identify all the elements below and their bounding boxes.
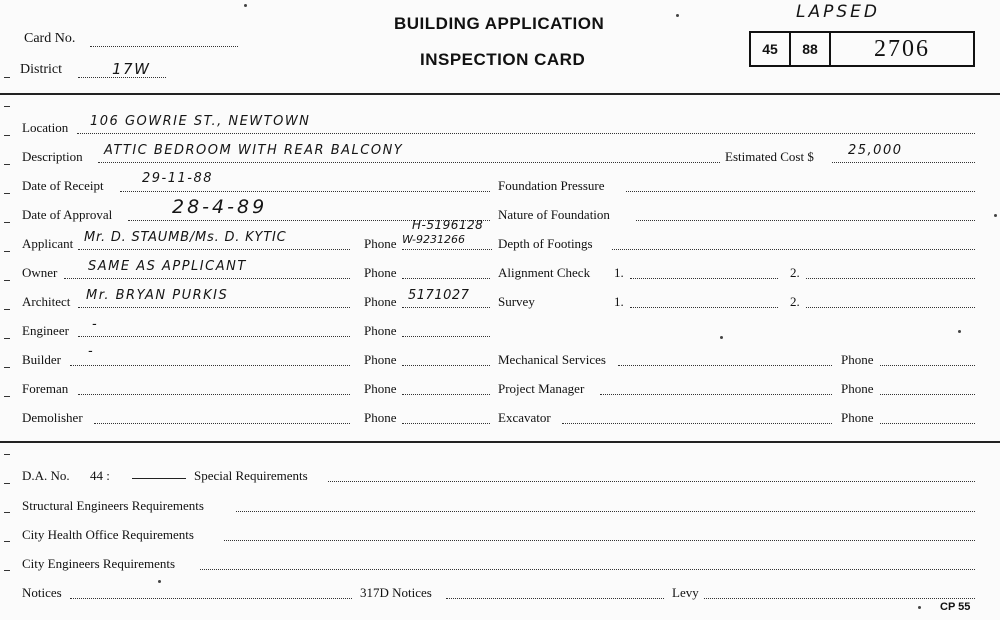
- levy-line: [704, 598, 975, 599]
- owner-label: Owner: [22, 265, 58, 280]
- health-line: [224, 540, 975, 541]
- project-manager-line: [600, 394, 832, 395]
- district-value: 17W: [112, 60, 151, 78]
- architect-line: [78, 307, 350, 308]
- builder-phone-label: Phone: [364, 352, 397, 367]
- notices-317d-label: 317D Notices: [360, 585, 432, 600]
- description-value: ATTIC BEDROOM WITH REAR BALCONY: [104, 143, 404, 158]
- margin-mark: [4, 396, 10, 397]
- special-requirements-line: [328, 481, 975, 482]
- divider-middle: [0, 441, 1000, 443]
- applicant-phone-w: W-9231266: [402, 233, 465, 246]
- date-receipt-line: [120, 191, 490, 192]
- structural-line: [236, 511, 975, 512]
- margin-mark: [4, 164, 10, 165]
- applicant-phone-h: H-5196128: [412, 218, 484, 232]
- notices-line: [70, 598, 352, 599]
- project-manager-phone-line: [880, 394, 975, 395]
- estimated-cost-value: 25,000: [848, 143, 903, 158]
- engineer-value: -: [92, 317, 99, 332]
- builder-line: [70, 365, 350, 366]
- excavator-label: Excavator: [498, 410, 551, 425]
- foreman-line: [78, 394, 350, 395]
- location-value: 106 GOWRIE ST., NEWTOWN: [90, 114, 311, 129]
- city-engineers-label: City Engineers Requirements: [22, 556, 176, 571]
- notices-317d-line: [446, 598, 664, 599]
- foreman-phone-line: [402, 394, 490, 395]
- owner-line: [64, 278, 350, 279]
- scan-speck: [720, 336, 723, 339]
- owner-value: SAME AS APPLICANT: [88, 259, 247, 274]
- alignment-option-2: 2.: [790, 265, 800, 280]
- survey-option-2: 2.: [790, 294, 800, 309]
- location-line: [77, 133, 975, 134]
- alignment-line-1: [630, 278, 778, 279]
- excavator-line: [562, 423, 832, 424]
- estimated-cost-label: Estimated Cost $: [725, 149, 814, 164]
- owner-phone-label: Phone: [364, 265, 397, 280]
- health-label: City Health Office Requirements: [22, 527, 194, 542]
- description-line: [98, 162, 720, 163]
- foreman-phone-label: Phone: [364, 381, 397, 396]
- margin-mark: [4, 454, 10, 455]
- foundation-pressure-label: Foundation Pressure: [498, 178, 605, 193]
- form-code: CP 55: [940, 601, 971, 613]
- city-engineers-line: [200, 569, 975, 570]
- engineer-line: [78, 336, 350, 337]
- architect-phone-line: [402, 307, 490, 308]
- card-no-line: [90, 46, 238, 47]
- special-requirements-label: Special Requirements: [194, 468, 308, 483]
- architect-label: Architect: [22, 294, 71, 309]
- applicant-label: Applicant: [22, 236, 74, 251]
- margin-mark: [4, 570, 10, 571]
- project-manager-label: Project Manager: [498, 381, 585, 396]
- da-no-dash: [132, 478, 186, 479]
- mechanical-label: Mechanical Services: [498, 352, 606, 367]
- survey-option-1: 1.: [614, 294, 624, 309]
- architect-value: Mr. BRYAN PURKIS: [86, 288, 229, 303]
- margin-mark: [4, 367, 10, 368]
- foundation-pressure-line: [626, 191, 975, 192]
- excavator-phone-label: Phone: [841, 410, 874, 425]
- card-no-label: Card No.: [24, 31, 76, 46]
- engineer-phone-line: [402, 336, 490, 337]
- mechanical-phone-label: Phone: [841, 352, 874, 367]
- applicant-phone-label: Phone: [364, 236, 397, 251]
- margin-mark: [4, 222, 10, 223]
- nature-foundation-line: [636, 220, 975, 221]
- margin-mark: [4, 309, 10, 310]
- builder-value: -: [88, 344, 95, 359]
- nature-foundation-label: Nature of Foundation: [498, 207, 610, 222]
- ref-box-1: 45: [749, 31, 791, 67]
- project-manager-phone-label: Phone: [841, 381, 874, 396]
- scan-speck: [918, 606, 921, 609]
- title-line-1: BUILDING APPLICATION: [394, 14, 605, 33]
- levy-label: Levy: [672, 585, 699, 600]
- da-no-label: D.A. No.: [22, 468, 70, 483]
- foreman-label: Foreman: [22, 381, 69, 396]
- depth-footings-label: Depth of Footings: [498, 236, 593, 251]
- margin-mark: [4, 512, 10, 513]
- date-approval-value: 28-4-89: [172, 196, 268, 218]
- divider-top: [0, 93, 1000, 95]
- margin-mark: [4, 251, 10, 252]
- margin-mark: [4, 77, 10, 78]
- owner-phone-line: [402, 278, 490, 279]
- demolisher-phone-line: [402, 423, 490, 424]
- engineer-label: Engineer: [22, 323, 69, 338]
- notices-label: Notices: [22, 585, 62, 600]
- estimated-cost-line: [832, 162, 975, 163]
- engineer-phone-label: Phone: [364, 323, 397, 338]
- margin-mark: [4, 338, 10, 339]
- builder-phone-line: [402, 365, 490, 366]
- alignment-line-2: [806, 278, 975, 279]
- mechanical-phone-line: [880, 365, 975, 366]
- builder-label: Builder: [22, 352, 61, 367]
- date-receipt-label: Date of Receipt: [22, 178, 104, 193]
- applicant-value: Mr. D. STAUMB/Ms. D. KYTIC: [84, 230, 287, 245]
- location-label: Location: [22, 120, 69, 135]
- date-receipt-value: 29-11-88: [142, 171, 214, 186]
- applicant-line: [78, 249, 350, 250]
- demolisher-label: Demolisher: [22, 410, 83, 425]
- description-label: Description: [22, 149, 83, 164]
- ref-box-2: 88: [789, 31, 831, 67]
- margin-mark: [4, 541, 10, 542]
- lapsed-stamp: LAPSED: [796, 2, 880, 22]
- date-approval-label: Date of Approval: [22, 207, 113, 222]
- excavator-phone-line: [880, 423, 975, 424]
- demolisher-phone-label: Phone: [364, 410, 397, 425]
- title-line-2: INSPECTION CARD: [420, 50, 586, 69]
- structural-label: Structural Engineers Requirements: [22, 498, 204, 513]
- demolisher-line: [94, 423, 350, 424]
- margin-mark: [4, 280, 10, 281]
- architect-phone-label: Phone: [364, 294, 397, 309]
- depth-footings-line: [612, 249, 975, 250]
- margin-mark: [4, 106, 10, 107]
- survey-label: Survey: [498, 294, 535, 309]
- scan-speck: [158, 580, 161, 583]
- district-label: District: [20, 62, 62, 77]
- scan-speck: [994, 214, 997, 217]
- architect-phone-value: 5171027: [408, 288, 470, 303]
- da-no-value: 44 :: [90, 468, 110, 483]
- margin-mark: [4, 483, 10, 484]
- scan-speck: [244, 4, 247, 7]
- margin-mark: [4, 135, 10, 136]
- survey-line-1: [630, 307, 778, 308]
- scan-speck: [676, 14, 679, 17]
- ref-box-3: 2706: [829, 31, 975, 67]
- survey-line-2: [806, 307, 975, 308]
- alignment-check-label: Alignment Check: [498, 265, 591, 280]
- applicant-phone-line: [402, 249, 492, 250]
- scan-speck: [958, 330, 961, 333]
- alignment-option-1: 1.: [614, 265, 624, 280]
- mechanical-line: [618, 365, 832, 366]
- margin-mark: [4, 193, 10, 194]
